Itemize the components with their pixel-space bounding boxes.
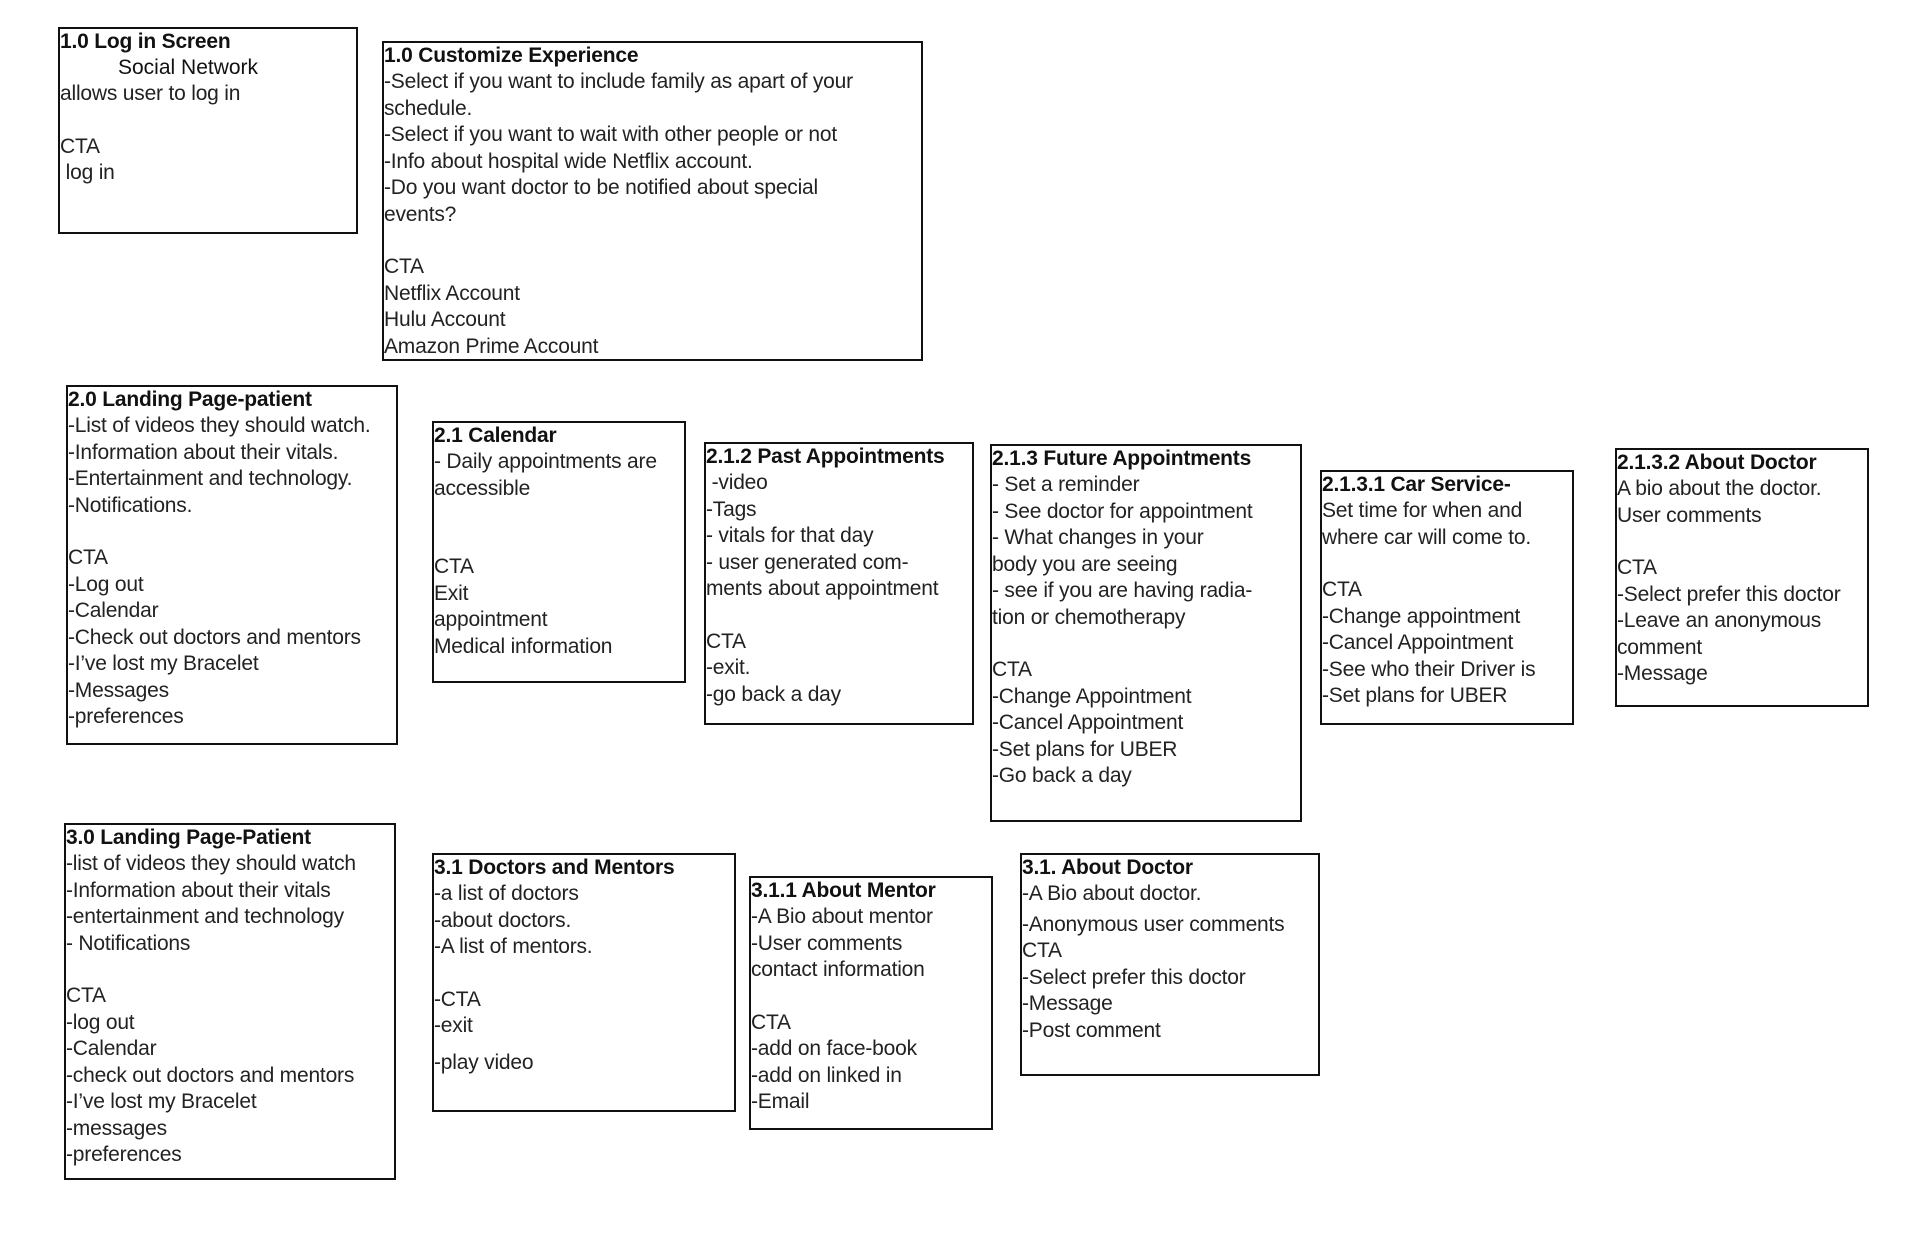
card-line: -Tags [706, 497, 757, 521]
card-line: -Email [751, 1090, 810, 1113]
card-line: - Daily appointments are [434, 450, 657, 473]
card-line: -add on face-book [751, 1037, 917, 1060]
cta-label: CTA [60, 134, 100, 158]
card-line: -Set plans for UBER [992, 737, 1178, 761]
card-line: -I’ve lost my Bracelet [68, 652, 259, 675]
card-landing-page-3 [64, 823, 396, 1180]
cta-label: CTA [706, 629, 746, 653]
card-about-doctor-2 [1615, 448, 1869, 707]
card-line: -User comments [751, 931, 903, 955]
card-login-screen [58, 27, 358, 234]
card-line: appointment [434, 608, 548, 631]
card-landing-page-2 [66, 385, 398, 745]
card-line: accessible [434, 476, 531, 500]
card-line: -A Bio about doctor. [1022, 882, 1202, 905]
card-past-appointments [704, 442, 974, 725]
card-line: -Log out [68, 572, 144, 596]
card-line: -Messages [68, 678, 169, 702]
card-title: 3.1. About Doctor [1022, 856, 1193, 879]
card-line: log in [60, 161, 115, 184]
card-line: -Set plans for UBER [1322, 684, 1508, 707]
card-doctors-and-mentors [432, 853, 736, 1112]
card-title: 2.1.3.1 Car Service- [1322, 473, 1511, 496]
card-line: -check out doctors and mentors [66, 1063, 355, 1087]
card-line: -Select prefer this doctor [1022, 965, 1246, 989]
card-line: -Select prefer this doctor [1617, 582, 1841, 606]
card-line: - vitals for that day [706, 524, 874, 547]
card-line: -Message [1617, 662, 1708, 685]
card-line: -Post comment [1022, 1018, 1161, 1042]
card-line: -I’ve lost my Bracelet [66, 1090, 257, 1113]
card-line: tion or chemotherapy [992, 605, 1186, 629]
card-line: -Message [1022, 992, 1113, 1015]
card-line: -Change appointment [1322, 604, 1521, 628]
card-line: -Cancel Appointment [992, 711, 1184, 734]
card-line: Medical information [434, 634, 613, 658]
cta-label: CTA [68, 546, 108, 569]
card-line: -List of videos they should watch. [68, 414, 371, 437]
cta-label: CTA [434, 555, 474, 578]
card-line: -A list of mentors. [434, 935, 593, 958]
card-car-service [1320, 470, 1574, 725]
card-title: 2.1.3 Future Appointments [992, 447, 1252, 470]
card-line: -a list of doctors [434, 882, 579, 905]
card-line: - Notifications [66, 931, 191, 955]
card-line: -exit [434, 1014, 473, 1037]
card-line: schedule. [384, 96, 473, 120]
card-line: -Check out doctors and mentors [68, 625, 361, 649]
cta-label: CTA [384, 255, 424, 278]
card-line: -Anonymous user comments [1022, 912, 1285, 936]
card-line: -messages [66, 1116, 167, 1140]
card-line: allows user to log in [60, 82, 241, 105]
card-line: - see if you are having radia- [992, 579, 1253, 602]
card-line: -Leave an anonymous [1617, 609, 1822, 632]
card-line: -Information about their vitals [66, 878, 331, 902]
card-subtitle: Social Network [118, 56, 259, 79]
card-line: User comments [1617, 503, 1762, 527]
card-line: Exit [434, 581, 469, 605]
card-line: where car will come to. [1322, 525, 1531, 549]
card-line: -add on linked in [751, 1063, 902, 1087]
card-line: -Do you want doctor to be notified about special [384, 176, 819, 199]
card-line: comment [1617, 635, 1702, 659]
card-line: Hulu Account [384, 308, 506, 331]
card-line: -Select if you want to wait with other people or not [384, 123, 838, 146]
card-line: -Select if you want to include family as apart of your [384, 70, 853, 93]
card-title: 3.0 Landing Page-Patient [66, 826, 311, 849]
card-line: -play video [434, 1050, 534, 1074]
card-calendar [432, 421, 686, 683]
card-title: 2.0 Landing Page-patient [68, 388, 312, 411]
card-line: -log out [66, 1010, 135, 1034]
card-line: contact information [751, 958, 925, 981]
card-line: -A Bio about mentor [751, 905, 933, 928]
card-line: - Set a reminder [992, 473, 1140, 496]
card-line: -Go back a day [992, 764, 1132, 787]
card-title: 2.1.3.2 About Doctor [1617, 451, 1817, 474]
card-line: Set time for when and [1322, 499, 1523, 522]
cta-label: CTA [992, 658, 1032, 681]
card-title: 1.0 Log in Screen [60, 30, 231, 53]
card-line: -Entertainment and technology. [68, 467, 353, 490]
card-line: A bio about the doctor. [1617, 477, 1822, 500]
card-line: -Notifications. [68, 493, 193, 517]
card-line: -go back a day [706, 682, 841, 706]
card-title: 2.1.2 Past Appointments [706, 445, 945, 468]
card-line: -preferences [68, 705, 184, 728]
card-line: -list of videos they should watch [66, 852, 356, 875]
card-line: -Calendar [68, 599, 159, 622]
cta-label: CTA [1617, 556, 1657, 579]
cta-label: -CTA [434, 987, 481, 1011]
card-title: 3.1 Doctors and Mentors [434, 856, 675, 879]
card-line: -exit. [706, 656, 751, 679]
card-line: -Information about their vitals. [68, 440, 339, 464]
card-about-doctor-3 [1020, 853, 1320, 1076]
card-title: 2.1 Calendar [434, 424, 557, 447]
card-title: 3.1.1 About Mentor [751, 879, 936, 902]
card-line: -Info about hospital wide Netflix account. [384, 149, 753, 173]
card-line: -video [706, 471, 768, 494]
card-line: - See doctor for appointment [992, 499, 1253, 523]
cta-label: CTA [751, 1010, 791, 1034]
card-line: -Cancel Appointment [1322, 631, 1514, 654]
card-line: -preferences [66, 1143, 182, 1166]
card-about-mentor [749, 876, 993, 1130]
cta-label: CTA [66, 984, 106, 1007]
card-line: -Calendar [66, 1037, 157, 1060]
card-line: -Change Appointment [992, 684, 1192, 708]
card-future-appointments [990, 444, 1302, 822]
card-line: -about doctors. [434, 908, 572, 932]
card-line: Netflix Account [384, 281, 520, 305]
card-line: -entertainment and technology [66, 905, 344, 928]
card-line: events? [384, 202, 457, 226]
card-customize-experience [382, 41, 923, 361]
card-line: ments about appointment [706, 577, 939, 600]
card-title: 1.0 Customize Experience [384, 44, 639, 67]
cta-label: CTA [1022, 939, 1062, 962]
card-line: body you are seeing [992, 552, 1178, 576]
card-line: Amazon Prime Account [384, 334, 599, 358]
cta-label: CTA [1322, 578, 1362, 601]
card-line: -See who their Driver is [1322, 657, 1536, 681]
card-line: - What changes in your [992, 526, 1204, 549]
card-line: - user generated com- [706, 550, 909, 574]
